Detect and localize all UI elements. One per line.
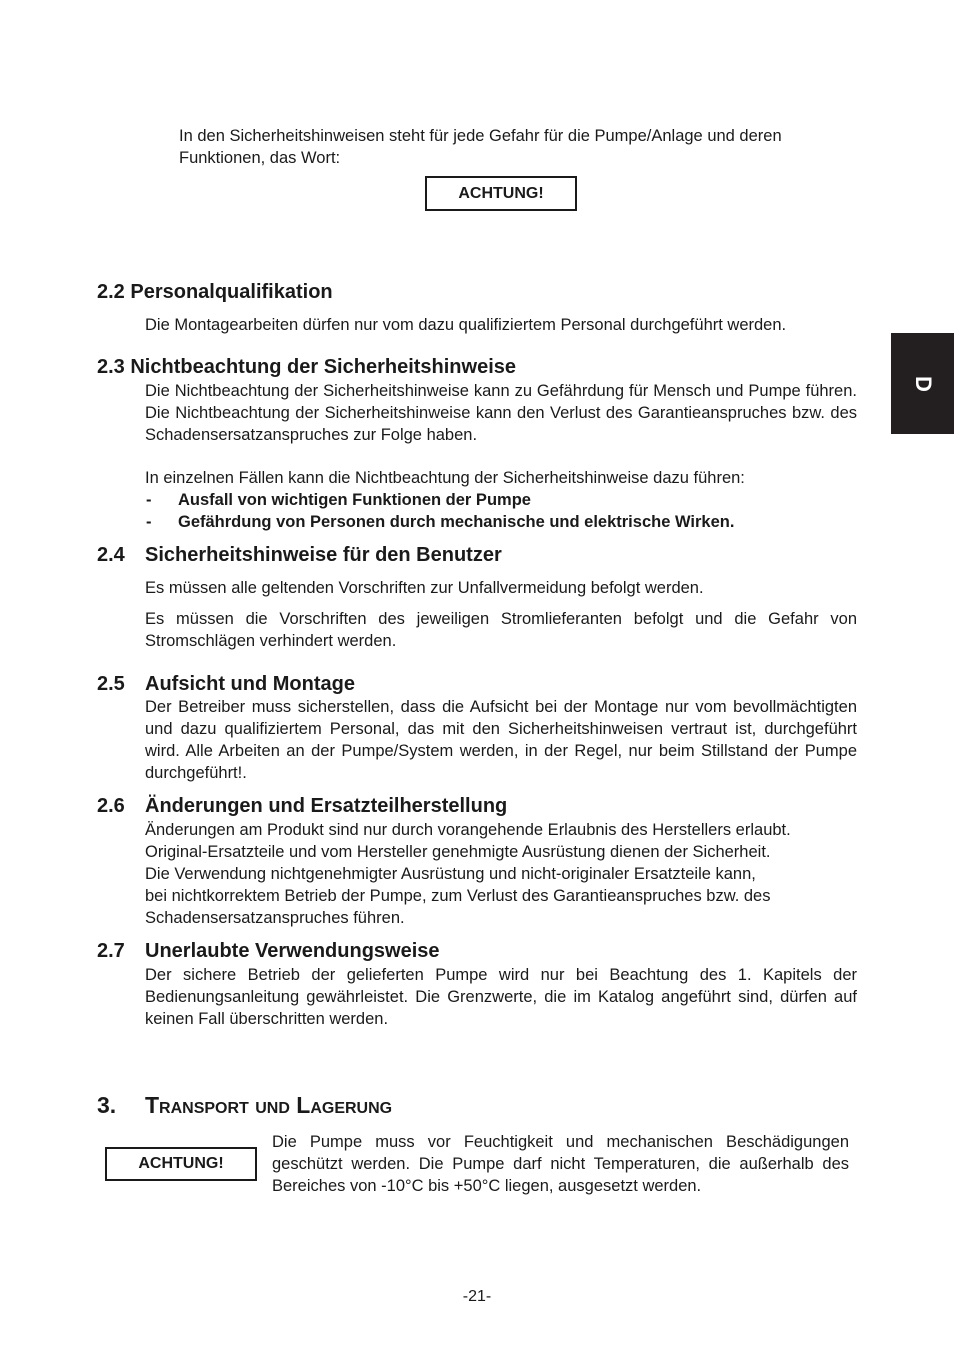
section-2-2-title: 2.2 Personalqualifikation <box>97 281 333 303</box>
section-3-heading-text: Transport und Lagerung <box>145 1092 393 1118</box>
text-line: Schadensersatzanspruches führen. <box>145 909 405 927</box>
section-2-5-number: 2.5 <box>97 673 125 695</box>
text-line: Änderungen am Produkt sind nur durch vorangehende Erlaubnis des Herstellers erlaubt. <box>145 821 791 839</box>
language-side-tab <box>891 333 954 434</box>
section-2-3-paragraph-1: Die Nichtbeachtung der Sicherheitshinweise kann zu Gefährdung für Mensch und Pumpe führen. Die Nichtbeachtung der Sicherheitshinweise kann den Verlust des Garantieanspruches bzw. des Schadensersatzanspruches zur Folge haben. <box>145 382 857 444</box>
warning-box-intro: ACHTUNG! <box>425 176 577 211</box>
intro-text: In den Sicherheitshinweisen steht für jede Gefahr für die Pumpe/Anlage und deren Funktionen, das Wort: <box>179 127 782 167</box>
section-2-3-paragraph-2: In einzelnen Fällen kann die Nichtbeachtung der Sicherheitshinweise dazu führen: <box>145 469 745 487</box>
section-2-4-number: 2.4 <box>97 544 125 566</box>
section-3-title <box>97 1090 392 1120</box>
section-3-number: 3. <box>97 1092 117 1118</box>
section-2-4-paragraph-1: Es müssen alle geltenden Vorschriften zur Unfallvermeidung befolgt werden. <box>145 579 704 597</box>
section-2-6-heading-text: Änderungen und Ersatzteilherstellung <box>145 795 508 817</box>
section-2-4-heading-text: Sicherheitshinweise für den Benutzer <box>145 544 502 566</box>
section-2-5-text: Der Betreiber muss sicherstellen, dass die Aufsicht bei der Montage nur vom bevollmächtigten und dazu qualifiziertem Personal, das mit den Sicherheitshinweisen vertraut ist, durchgeführt wird. Alle Arbeiten an der Pumpe/System werden, in der Regel, nur beim Stillstand der Pumpe durchgeführt!. <box>145 698 857 782</box>
side-tab-label: D <box>910 375 936 392</box>
section-2-4-paragraph-2: Es müssen die Vorschriften des jeweiligen Stromlieferanten befolgt und die Gefahr von Stromschlägen verhindert werden. <box>145 610 857 650</box>
section-2-7-heading-text: Unerlaubte Verwendungsweise <box>145 940 440 962</box>
section-2-6-number: 2.6 <box>97 795 125 817</box>
section-3-text: Die Pumpe muss vor Feuchtigkeit und mechanischen Beschädigungen geschützt werden. Die Pumpe darf nicht Temperaturen, die außerhalb des Bereiches von -10°C bis +50°C liegen, ausgesetzt werden. <box>272 1133 849 1195</box>
section-2-4-title <box>97 543 502 567</box>
text-line: bei nichtkorrektem Betrieb der Pumpe, zum Verlust des Garantieanspruches bzw. des <box>145 887 771 905</box>
section-2-5-heading-text: Aufsicht und Montage <box>145 673 355 695</box>
section-2-7-text: Der sichere Betrieb der gelieferten Pumpe wird nur bei Beachtung des 1. Kapitels der Bedienungsanleitung gewährleistet. Die Grenzwerte, die im Katalog angeführt sind, dürfen auf keinen Fall überschritten werden. <box>145 966 857 1028</box>
page-number: -21- <box>462 1288 492 1305</box>
section-2-7-title <box>97 939 440 963</box>
section-2-7-number: 2.7 <box>97 940 125 962</box>
section-2-2-text: Die Montagearbeiten dürfen nur vom dazu qualifiziertem Personal durchgeführt werden. <box>145 316 787 334</box>
list-item: - Gefährdung von Personen durch mechanische und elektrische Wirken. <box>145 511 857 533</box>
section-2-3-title: 2.3 Nichtbeachtung der Sicherheitshinweise <box>97 356 517 378</box>
section-2-5-title <box>97 672 355 696</box>
text-line: Die Verwendung nichtgenehmigter Ausrüstung und nicht-originaler Ersatzteile kann, <box>145 865 756 883</box>
section-2-6-text <box>145 819 875 929</box>
warning-box-transport: ACHTUNG! <box>105 1147 257 1181</box>
text-line: Original-Ersatzteile und vom Hersteller genehmigte Ausrüstung dienen der Sicherheit. <box>145 843 771 861</box>
section-2-6-title <box>97 794 507 818</box>
list-item: - Ausfall von wichtigen Funktionen der Pumpe <box>145 489 857 511</box>
section-2-3-bullet-list <box>145 489 857 533</box>
